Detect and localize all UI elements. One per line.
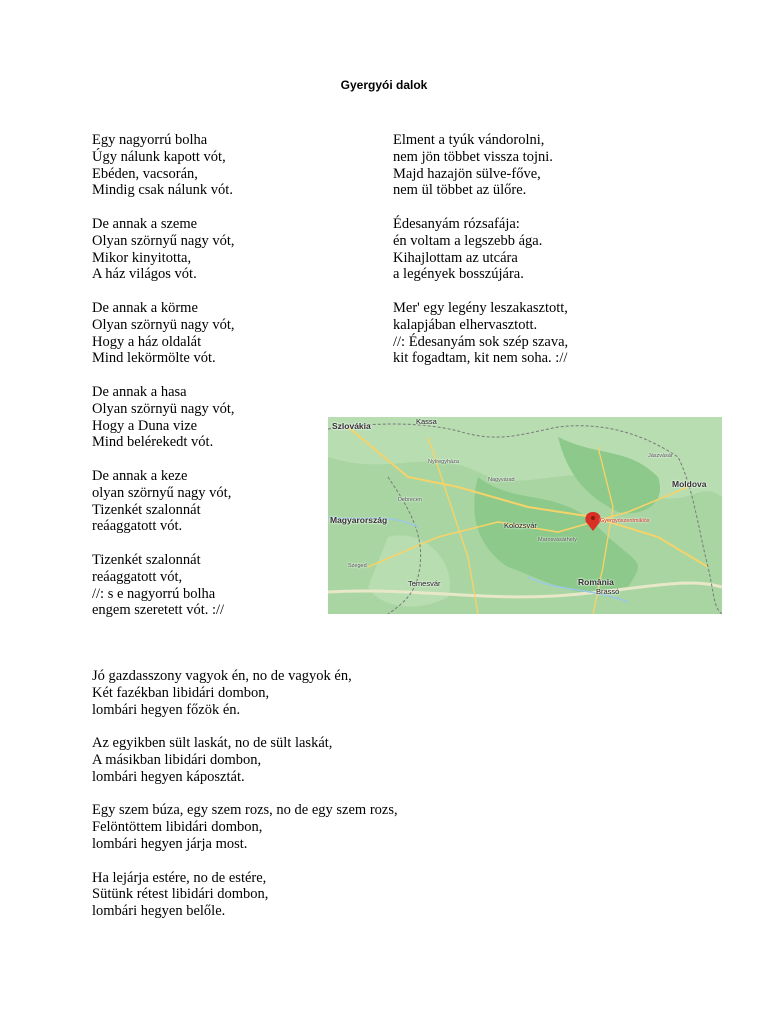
poem-line: De annak a szeme — [92, 215, 198, 232]
poem-line: kalapjában elhervasztott. — [393, 316, 538, 333]
poem-line: Édesanyám rózsafája: — [393, 215, 520, 232]
poem-line: lombári hegyen belőle. — [92, 903, 226, 920]
left-stanza — [92, 384, 235, 451]
poem-line: lombári hegyen járja most. — [92, 835, 248, 852]
poem-line: Tizenkét szalonnát — [92, 551, 201, 568]
map-label-szeged: Szeged — [348, 563, 367, 569]
map-label-moldova: Moldova — [672, 479, 707, 489]
poem-line: //: s e nagyorrú bolha — [92, 585, 216, 602]
poem-line: Olyan szörnyü nagy vót, — [92, 400, 235, 417]
poem-line: //: Édesanyám sok szép szava, — [393, 333, 569, 350]
poem-line: Elment a tyúk vándorolni, — [393, 132, 545, 148]
poem-line: Mer' egy legény leszakasztott, — [393, 299, 568, 316]
poem-line: Ha lejárja estére, no de estére, — [92, 869, 267, 886]
poem-line: A másikban libidári dombon, — [92, 751, 262, 768]
poem-line: Mind lekörmölte vót. — [92, 350, 216, 367]
poem-line: Olyan szörnyű nagy vót, — [92, 232, 235, 249]
map-label-debrecen: Debrecen — [398, 497, 422, 503]
poem-line: Mindig csak nálunk vót. — [92, 182, 233, 199]
poem-line: Egy szem búza, egy szem rozs, no de egy szem rozs, — [92, 802, 398, 819]
bottom-stanza — [92, 735, 398, 785]
poem-left-column — [92, 132, 235, 636]
map-label-kolozsvar: Kolozsvár — [504, 521, 537, 530]
poem-line: a legények bosszújára. — [393, 266, 524, 283]
poem-line: engem szeretett vót. :// — [92, 602, 225, 619]
map-label-temesvar: Temesvár — [408, 579, 441, 588]
poem-line: De annak a körme — [92, 299, 198, 316]
poem-line: Az egyikben sült laskát, no de sült laskát, — [92, 735, 333, 752]
bottom-stanza — [92, 668, 398, 718]
poem-line: De annak a hasa — [92, 383, 187, 400]
poem-line: lombári hegyen káposztát. — [92, 768, 245, 785]
map-label-nyiregyhaza: Nyíregyháza — [428, 459, 459, 465]
poem-bottom-section — [92, 668, 398, 937]
poem-line: Olyan szörnyü nagy vót, — [92, 316, 235, 333]
right-stanza — [393, 300, 568, 367]
poem-line: A ház világos vót. — [92, 266, 197, 283]
map-label-kassa: Kassa — [416, 417, 437, 426]
bottom-stanza — [92, 802, 398, 852]
map-image — [328, 417, 722, 614]
left-stanza — [92, 132, 235, 199]
map-label-brasso: Brassó — [596, 587, 620, 596]
left-stanza — [92, 552, 235, 619]
poem-line: Hogy a Duna vize — [92, 417, 198, 434]
poem-line: Mind belérekedt vót. — [92, 434, 214, 451]
poem-line: lombári hegyen főzök én. — [92, 701, 241, 718]
poem-line: Sütünk rétest libidári dombon, — [92, 886, 269, 903]
bottom-stanza — [92, 870, 398, 920]
left-stanza — [92, 468, 235, 535]
poem-line: Kihajlottam az utcára — [393, 249, 518, 266]
left-stanza — [92, 300, 235, 367]
document-title: Gyergyói dalok — [340, 78, 428, 92]
poem-line: Ebéden, vacsorán, — [92, 165, 198, 182]
map-label-hungary: Magyarország — [330, 515, 388, 525]
left-stanza — [92, 216, 235, 283]
poem-line: Egy nagyorrú bolha — [92, 132, 208, 148]
poem-line: Felöntöttem libidári dombon, — [92, 819, 263, 836]
map-label-marosvasarhely: Marosvásárhely — [538, 537, 577, 543]
poem-right-column — [393, 132, 568, 384]
poem-line: Két fazékban libidári dombon, — [92, 684, 270, 701]
poem-line: én voltam a legszebb ága. — [393, 232, 543, 249]
poem-line: Hogy a ház oldalát — [92, 333, 202, 350]
poem-line: Mikor kinyitotta, — [92, 249, 192, 266]
map-label-iasi: Jászvásár — [648, 453, 673, 459]
poem-line: nem jön többet vissza tojni. — [393, 148, 553, 165]
poem-line: reáaggatott vót. — [92, 518, 183, 535]
poem-line: De annak a keze — [92, 467, 188, 484]
right-stanza — [393, 216, 568, 283]
map-label-romania: România — [578, 577, 614, 587]
map-label-nagyvarad: Nagyvárad — [488, 477, 515, 483]
poem-line: nem ül többet az ülőre. — [393, 182, 527, 199]
poem-line: Úgy nálunk kapott vót, — [92, 148, 226, 165]
map-label-slovakia: Szlovákia — [332, 421, 371, 431]
map-label-pin-location: Gyergyószentmiklós — [600, 518, 650, 524]
poem-line: reáaggatott vót, — [92, 568, 183, 585]
right-stanza — [393, 132, 568, 199]
poem-line: Majd hazajön sülve-főve, — [393, 165, 541, 182]
poem-line: kit fogadtam, kit nem soha. :// — [393, 350, 568, 367]
poem-line: olyan szörnyű nagy vót, — [92, 484, 232, 501]
poem-line: Tizenkét szalonnát — [92, 501, 201, 518]
poem-line: Jó gazdasszony vagyok én, no de vagyok én, — [92, 668, 352, 684]
